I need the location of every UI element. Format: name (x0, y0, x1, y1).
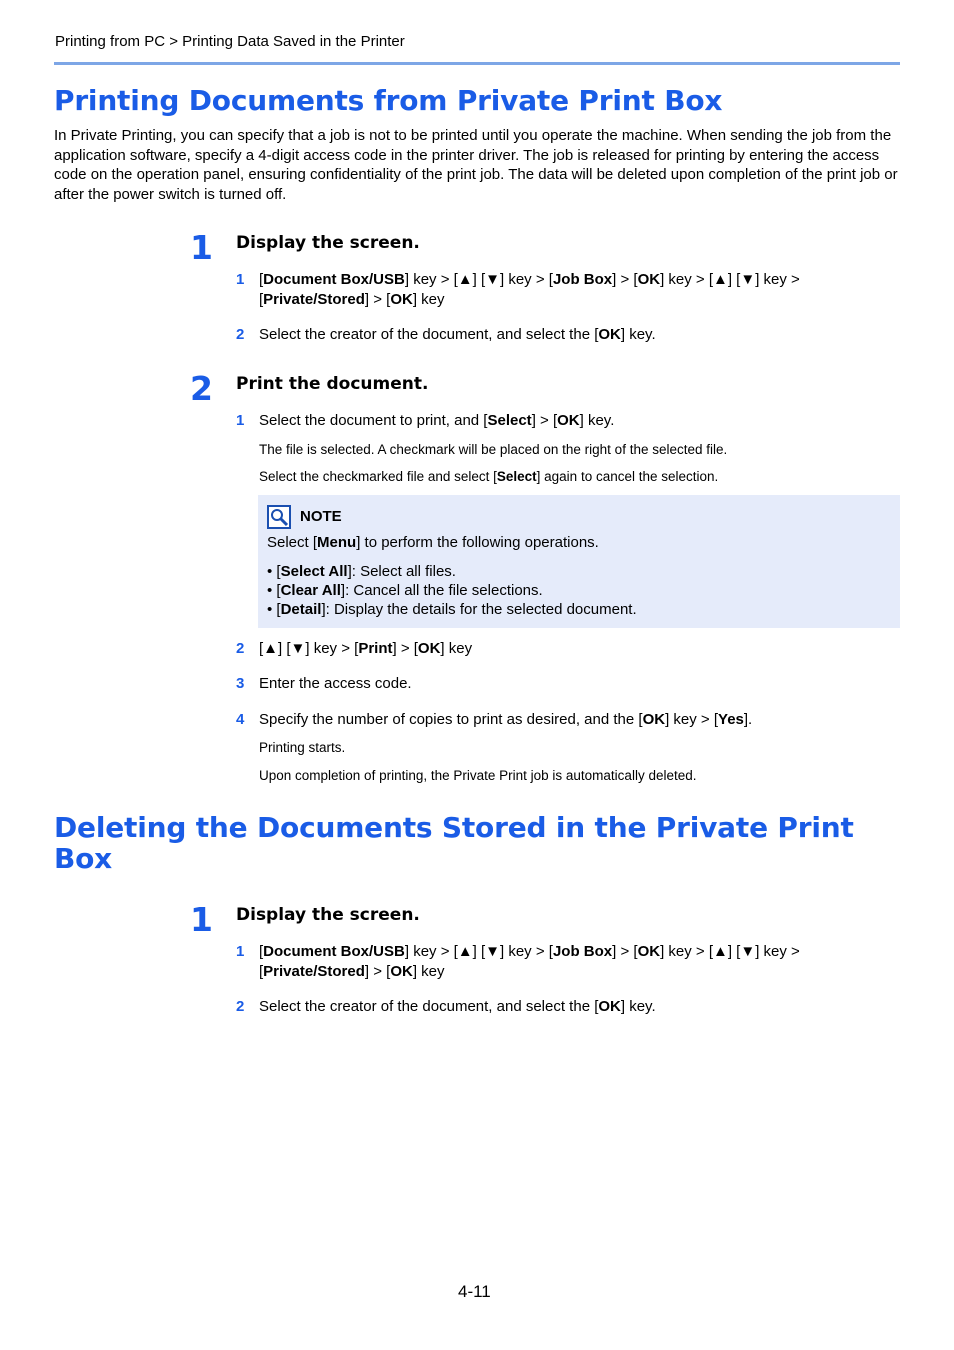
step-number: 2 (190, 369, 213, 408)
substep (236, 639, 846, 659)
page-number: 4-11 (458, 1282, 491, 1301)
note-text: Select [Menu] to perform the following operations. (267, 534, 599, 551)
substep-number: 2 (236, 326, 245, 343)
substep-number: 1 (236, 271, 245, 288)
substep-text: Enter the access code. (259, 675, 412, 692)
step-number: 1 (190, 228, 213, 267)
info-text: The file is selected. A checkmark will be placed on the right of the selected file. (259, 442, 728, 457)
substep-number: 1 (236, 943, 245, 960)
substep-number: 4 (236, 711, 245, 728)
step-number: 1 (190, 900, 213, 939)
info-text: Upon completion of printing, the Private Print job is automatically deleted. (259, 768, 697, 783)
section-title: Printing Documents from Private Print Box (54, 84, 723, 117)
substep-text: [Document Box/USB] key > [▲] [▼] key > [Job Box] > [OK] key > [▲] [▼] key > [Private/Stored] > [OK] key (259, 271, 800, 308)
substep (236, 411, 846, 431)
note-box (258, 495, 900, 628)
substep-number: 1 (236, 412, 245, 429)
note-bullets (267, 562, 637, 619)
section-title: Deleting the Documents Stored in the Private Print Box (54, 811, 854, 875)
note-label: NOTE (300, 508, 342, 525)
substep (236, 270, 846, 310)
substep-number: 3 (236, 675, 245, 692)
info-text: Select the checkmarked file and select [Select] again to cancel the selection. (259, 469, 719, 484)
intro-paragraph: In Private Printing, you can specify that a job is not to be printed until you operate the machine. When sending the job from the application software, specify a 4-digit access code in the printer driver. The job is released for printing by entering the access code on the operation panel, ensuring confidentiality of the print job. The data will be deleted upon completion of the print job or after the power switch is turned off. (54, 127, 898, 203)
substep-text: Select the creator of the document, and select the [OK] key. (259, 326, 656, 343)
substep (236, 710, 846, 730)
substep-number: 2 (236, 640, 245, 657)
substep (236, 997, 846, 1017)
substep (236, 325, 846, 345)
substep (236, 942, 846, 982)
substep-text: [▲] [▼] key > [Print] > [OK] key (259, 640, 473, 657)
substep (236, 674, 846, 694)
step-title: Display the screen. (236, 233, 420, 253)
step-title: Display the screen. (236, 905, 420, 925)
info-text: Printing starts. (259, 740, 346, 755)
substep-text: Select the creator of the document, and select the [OK] key. (259, 998, 656, 1015)
substep-text: Select the document to print, and [Select] > [OK] key. (259, 412, 615, 429)
step-title: Print the document. (236, 374, 429, 394)
header-rule (54, 62, 900, 65)
list-item: • [Detail]: Display the details for the selected document. (267, 601, 637, 618)
list-item: • [Clear All]: Cancel all the file selections. (267, 582, 543, 599)
list-item: • [Select All]: Select all files. (267, 563, 456, 580)
note-icon (267, 505, 291, 529)
substep-number: 2 (236, 998, 245, 1015)
substep-text: [Document Box/USB] key > [▲] [▼] key > [Job Box] > [OK] key > [▲] [▼] key > [Private/Stored] > [OK] key (259, 943, 800, 980)
breadcrumb: Printing from PC > Printing Data Saved in the Printer (55, 33, 405, 50)
substep-text: Specify the number of copies to print as desired, and the [OK] key > [Yes]. (259, 711, 753, 728)
